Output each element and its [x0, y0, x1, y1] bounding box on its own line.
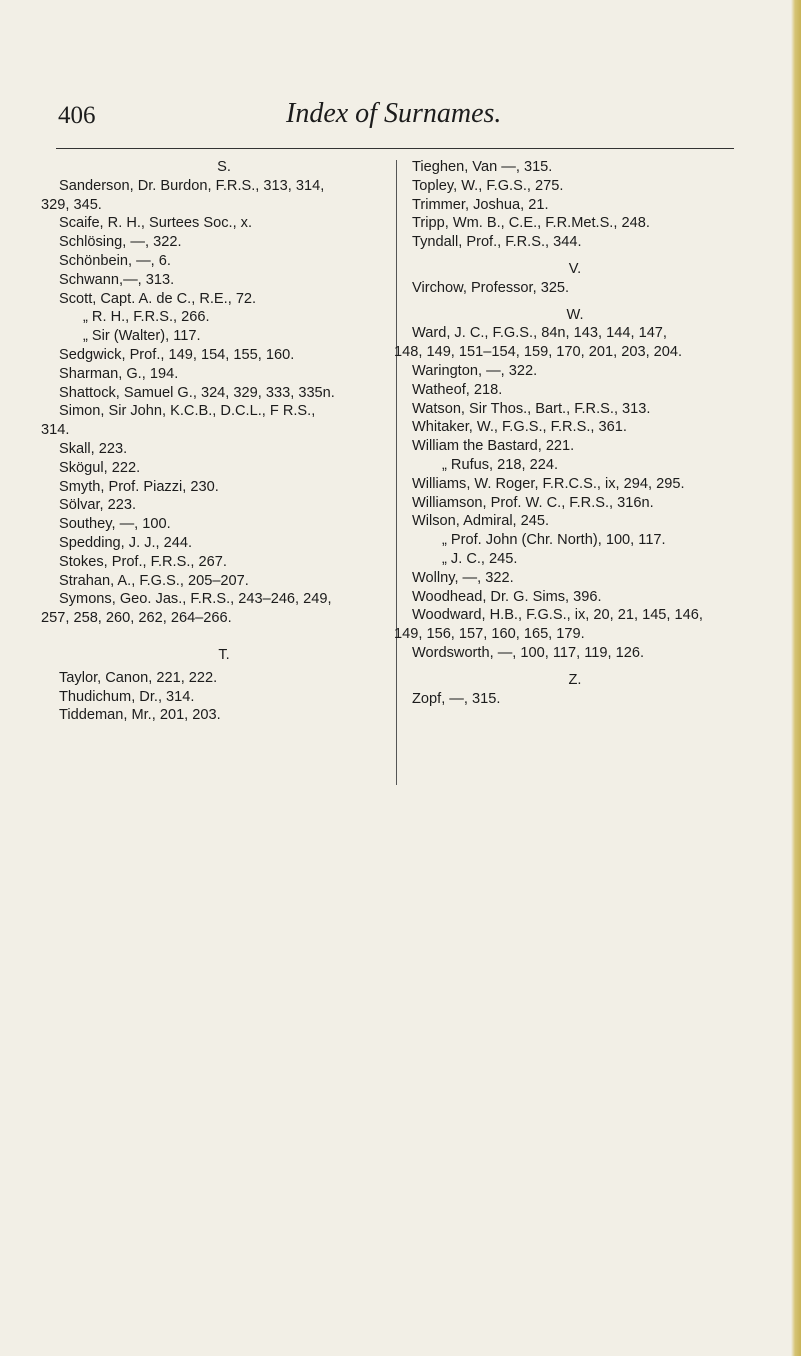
index-entry: Smyth, Prof. Piazzi, 230.	[59, 478, 219, 495]
column-divider	[396, 160, 397, 785]
section-letter-t: T.	[218, 646, 230, 663]
index-entry: Sanderson, Dr. Burdon, F.R.S., 313, 314,	[59, 177, 325, 194]
index-entry: Tripp, Wm. B., C.E., F.R.Met.S., 248.	[412, 215, 650, 232]
index-entry: Symons, Geo. Jas., F.R.S., 243–246, 249,	[59, 591, 332, 608]
index-entry: Southey, —, 100.	[59, 516, 171, 533]
index-entry-continuation	[41, 609, 389, 628]
index-entry: Topley, W., F.G.S., 275.	[412, 177, 564, 194]
section-letter-v: V.	[568, 260, 582, 277]
page-title: Index of Surnames.	[286, 98, 502, 129]
index-entry-ditto: „ R. H., F.R.S., 266.	[83, 309, 210, 326]
index-entry: Taylor, Canon, 221, 222.	[59, 669, 218, 686]
index-entry-continuation	[41, 421, 389, 440]
index-entry: Skögul, 222.	[59, 459, 141, 476]
index-entry: Whitaker, W., F.G.S., F.R.S., 361.	[412, 419, 627, 436]
index-list-s	[41, 177, 389, 628]
index-entry: Tieghen, Van —, 315.	[412, 159, 553, 175]
index-list-t-continued	[412, 158, 738, 252]
index-entry: Sharman, G., 194.	[59, 365, 179, 382]
index-entry: William the Bastard, 221.	[412, 438, 575, 455]
left-column	[41, 158, 389, 725]
section-letter-w: W.	[566, 306, 584, 323]
index-entry-continuation	[394, 625, 738, 644]
index-entry: Thudichum, Dr., 314.	[59, 688, 195, 705]
index-entry-continuation	[394, 343, 738, 362]
index-entry: Spedding, J. J., 244.	[59, 534, 193, 551]
index-entry: Skall, 223.	[59, 440, 128, 457]
index-entry: Schwann,—, 313.	[59, 271, 175, 288]
index-entry-ditto: „ Sir (Walter), 117.	[83, 328, 201, 345]
index-list-t	[59, 669, 389, 725]
index-list-w	[394, 324, 738, 662]
page-number: 406	[58, 102, 96, 129]
section-letter-s: S.	[217, 159, 231, 175]
index-entry: Stokes, Prof., F.R.S., 267.	[59, 553, 227, 570]
index-entry: Wordsworth, —, 100, 117, 119, 126.	[412, 644, 645, 661]
index-entry: Simon, Sir John, K.C.B., D.C.L., F R.S.,	[59, 403, 316, 420]
index-entry: Scaife, R. H., Surtees Soc., x.	[59, 215, 253, 232]
index-entry-text: 148, 149, 151–154, 159, 170, 201, 203, 204.	[394, 344, 683, 361]
index-entry: Scott, Capt. A. de C., R.E., 72.	[59, 290, 257, 307]
index-entry: Trimmer, Joshua, 21.	[412, 196, 549, 213]
index-entry: Wilson, Admiral, 245.	[412, 513, 550, 530]
index-list-v	[412, 279, 738, 298]
index-entry: Schönbein, —, 6.	[59, 252, 171, 269]
index-entry: Tiddeman, Mr., 201, 203.	[59, 707, 221, 724]
index-entry-ditto: „ J. C., 245.	[442, 550, 518, 567]
right-column	[394, 158, 738, 708]
index-entry: Warington, —, 322.	[412, 362, 538, 379]
index-entry: Zopf, —, 315.	[412, 690, 501, 707]
index-entry-text: 257, 258, 260, 262, 264–266.	[41, 610, 232, 627]
index-entry: Schlösing, —, 322.	[59, 234, 182, 251]
index-entry-text: 149, 156, 157, 160, 165, 179.	[394, 626, 585, 643]
index-entry: Williams, W. Roger, F.R.C.S., ix, 294, 295.	[412, 475, 685, 492]
index-entry: Williamson, Prof. W. C., F.R.S., 316n.	[412, 494, 654, 511]
index-entry: Sölvar, 223.	[59, 497, 137, 514]
index-entry: Ward, J. C., F.G.S., 84n, 143, 144, 147,	[412, 325, 667, 342]
section-letter-z: Z.	[568, 671, 582, 688]
index-entry: Watson, Sir Thos., Bart., F.R.S., 313.	[412, 400, 651, 417]
index-entry: Strahan, A., F.G.S., 205–207.	[59, 572, 249, 589]
index-entry-text: 314.	[41, 422, 70, 439]
index-entry: Sedgwick, Prof., 149, 154, 155, 160.	[59, 346, 295, 363]
index-entry-continuation	[41, 196, 389, 215]
index-entry: Tyndall, Prof., F.R.S., 344.	[412, 234, 582, 251]
index-entry: Woodhead, Dr. G. Sims, 396.	[412, 588, 602, 605]
index-list-z	[412, 690, 738, 709]
page-edge	[791, 0, 801, 1356]
header-rule	[56, 148, 734, 149]
index-entry: Virchow, Professor, 325.	[412, 279, 570, 296]
index-entry: Woodward, H.B., F.G.S., ix, 20, 21, 145, 146,	[412, 607, 703, 624]
index-entry-text: 329, 345.	[41, 196, 102, 213]
index-entry: Watheof, 218.	[412, 381, 503, 398]
index-entry-ditto: „ Rufus, 218, 224.	[442, 456, 559, 473]
index-entry-ditto: „ Prof. John (Chr. North), 100, 117.	[442, 532, 666, 549]
index-entry: Shattock, Samuel G., 324, 329, 333, 335n.	[59, 384, 335, 401]
index-entry: Wollny, —, 322.	[412, 569, 514, 586]
